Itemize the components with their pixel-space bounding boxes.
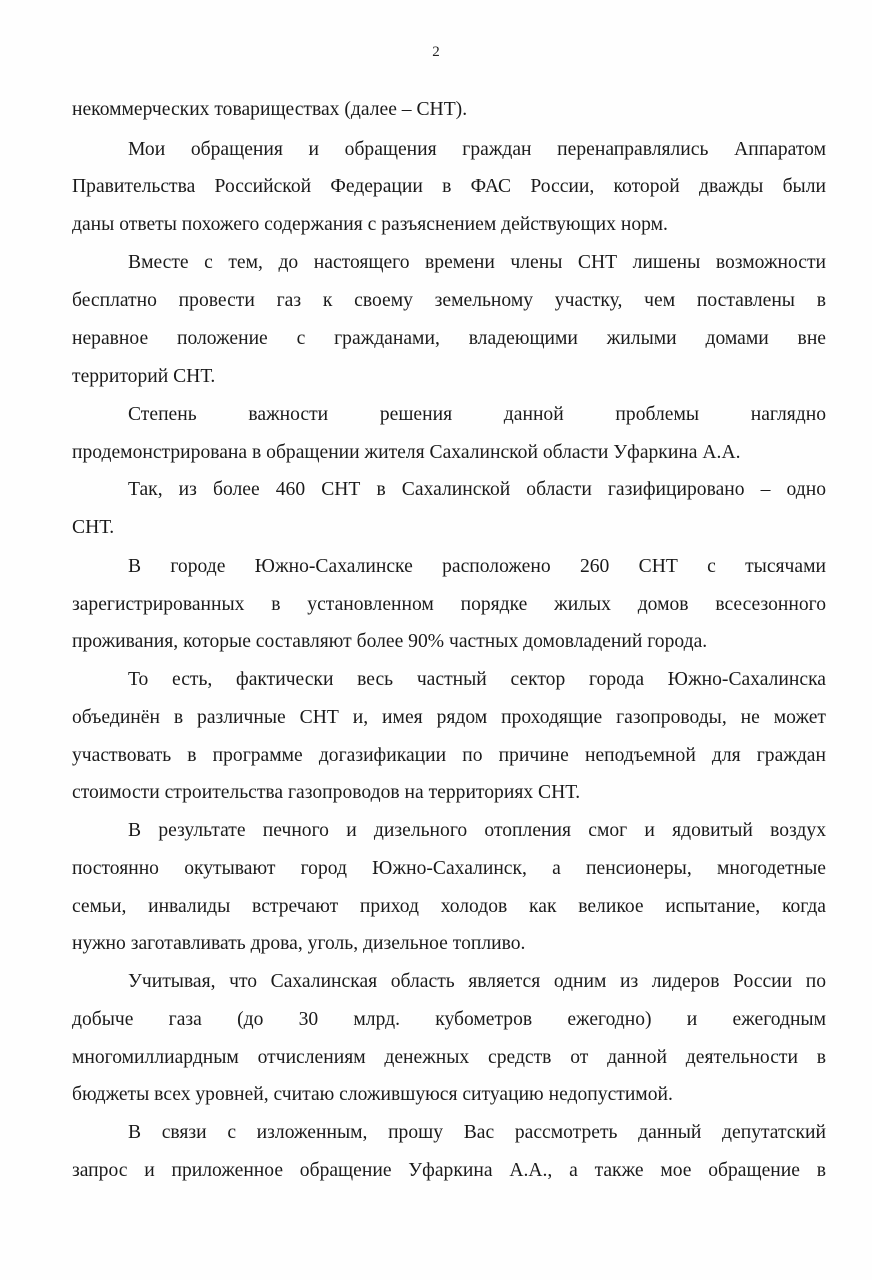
paragraph-first-line: В связи с изложенным, прошу Вас рассмотреть данный депутатский: [128, 1122, 826, 1143]
text-line: даны ответы похожего содержания с разъяснением действующих норм.: [72, 214, 668, 235]
text-line: Правительства Российской Федерации в ФАС России, которой дважды были: [72, 176, 826, 197]
text-line: зарегистрированных в установленном порядке жилых домов всесезонного: [72, 594, 826, 615]
text-line: нужно заготавливать дрова, уголь, дизельное топливо.: [72, 933, 526, 954]
text-line: проживания, которые составляют более 90% частных домовладений города.: [72, 631, 708, 652]
text-line: некоммерческих товариществах (далее – СНТ).: [72, 99, 468, 120]
paragraph-first-line: Степень важности решения данной проблемы наглядно: [128, 404, 826, 425]
paragraph-first-line: Мои обращения и обращения граждан перенаправлялись Аппаратом: [128, 139, 826, 160]
text-line: бюджеты всех уровней, считаю сложившуюся ситуацию недопустимой.: [72, 1084, 673, 1105]
text-line: территорий СНТ.: [72, 366, 216, 387]
paragraph-first-line: В результате печного и дизельного отопления смог и ядовитый воздух: [128, 820, 826, 841]
paragraph-first-line: Так, из более 460 СНТ в Сахалинской области газифицировано – одно: [128, 479, 826, 500]
text-line: участвовать в программе догазификации по причине неподъемной для граждан: [72, 745, 826, 766]
paragraph-first-line: Учитывая, что Сахалинская область является одним из лидеров России по: [128, 971, 826, 992]
text-line: семьи, инвалиды встречают приход холодов как великое испытание, когда: [72, 896, 826, 917]
text-line: неравное положение с гражданами, владеющими жилыми домами вне: [72, 328, 826, 349]
page-number: 2: [432, 44, 440, 60]
text-line: многомиллиардным отчислениям денежных средств от данной деятельности в: [72, 1047, 826, 1068]
text-line: добыче газа (до 30 млрд. кубометров ежегодно) и ежегодным: [72, 1009, 826, 1030]
text-line: стоимости строительства газопроводов на территориях СНТ.: [72, 782, 581, 803]
text-line: постоянно окутывают город Южно-Сахалинск, а пенсионеры, многодетные: [72, 858, 826, 879]
paragraph-first-line: Вместе с тем, до настоящего времени члены СНТ лишены возможности: [128, 252, 826, 273]
text-line: продемонстрирована в обращении жителя Сахалинской области Уфаркина А.А.: [72, 442, 741, 463]
text-line: бесплатно провести газ к своему земельному участку, чем поставлены в: [72, 290, 826, 311]
text-line: СНТ.: [72, 517, 115, 538]
paragraph-first-line: То есть, фактически весь частный сектор города Южно-Сахалинска: [128, 669, 826, 690]
text-line: запрос и приложенное обращение Уфаркина А.А., а также мое обращение в: [72, 1160, 826, 1181]
paragraph-first-line: В городе Южно-Сахалинске расположено 260 СНТ с тысячами: [128, 556, 826, 577]
text-line: объединён в различные СНТ и, имея рядом проходящие газопроводы, не может: [72, 707, 826, 728]
